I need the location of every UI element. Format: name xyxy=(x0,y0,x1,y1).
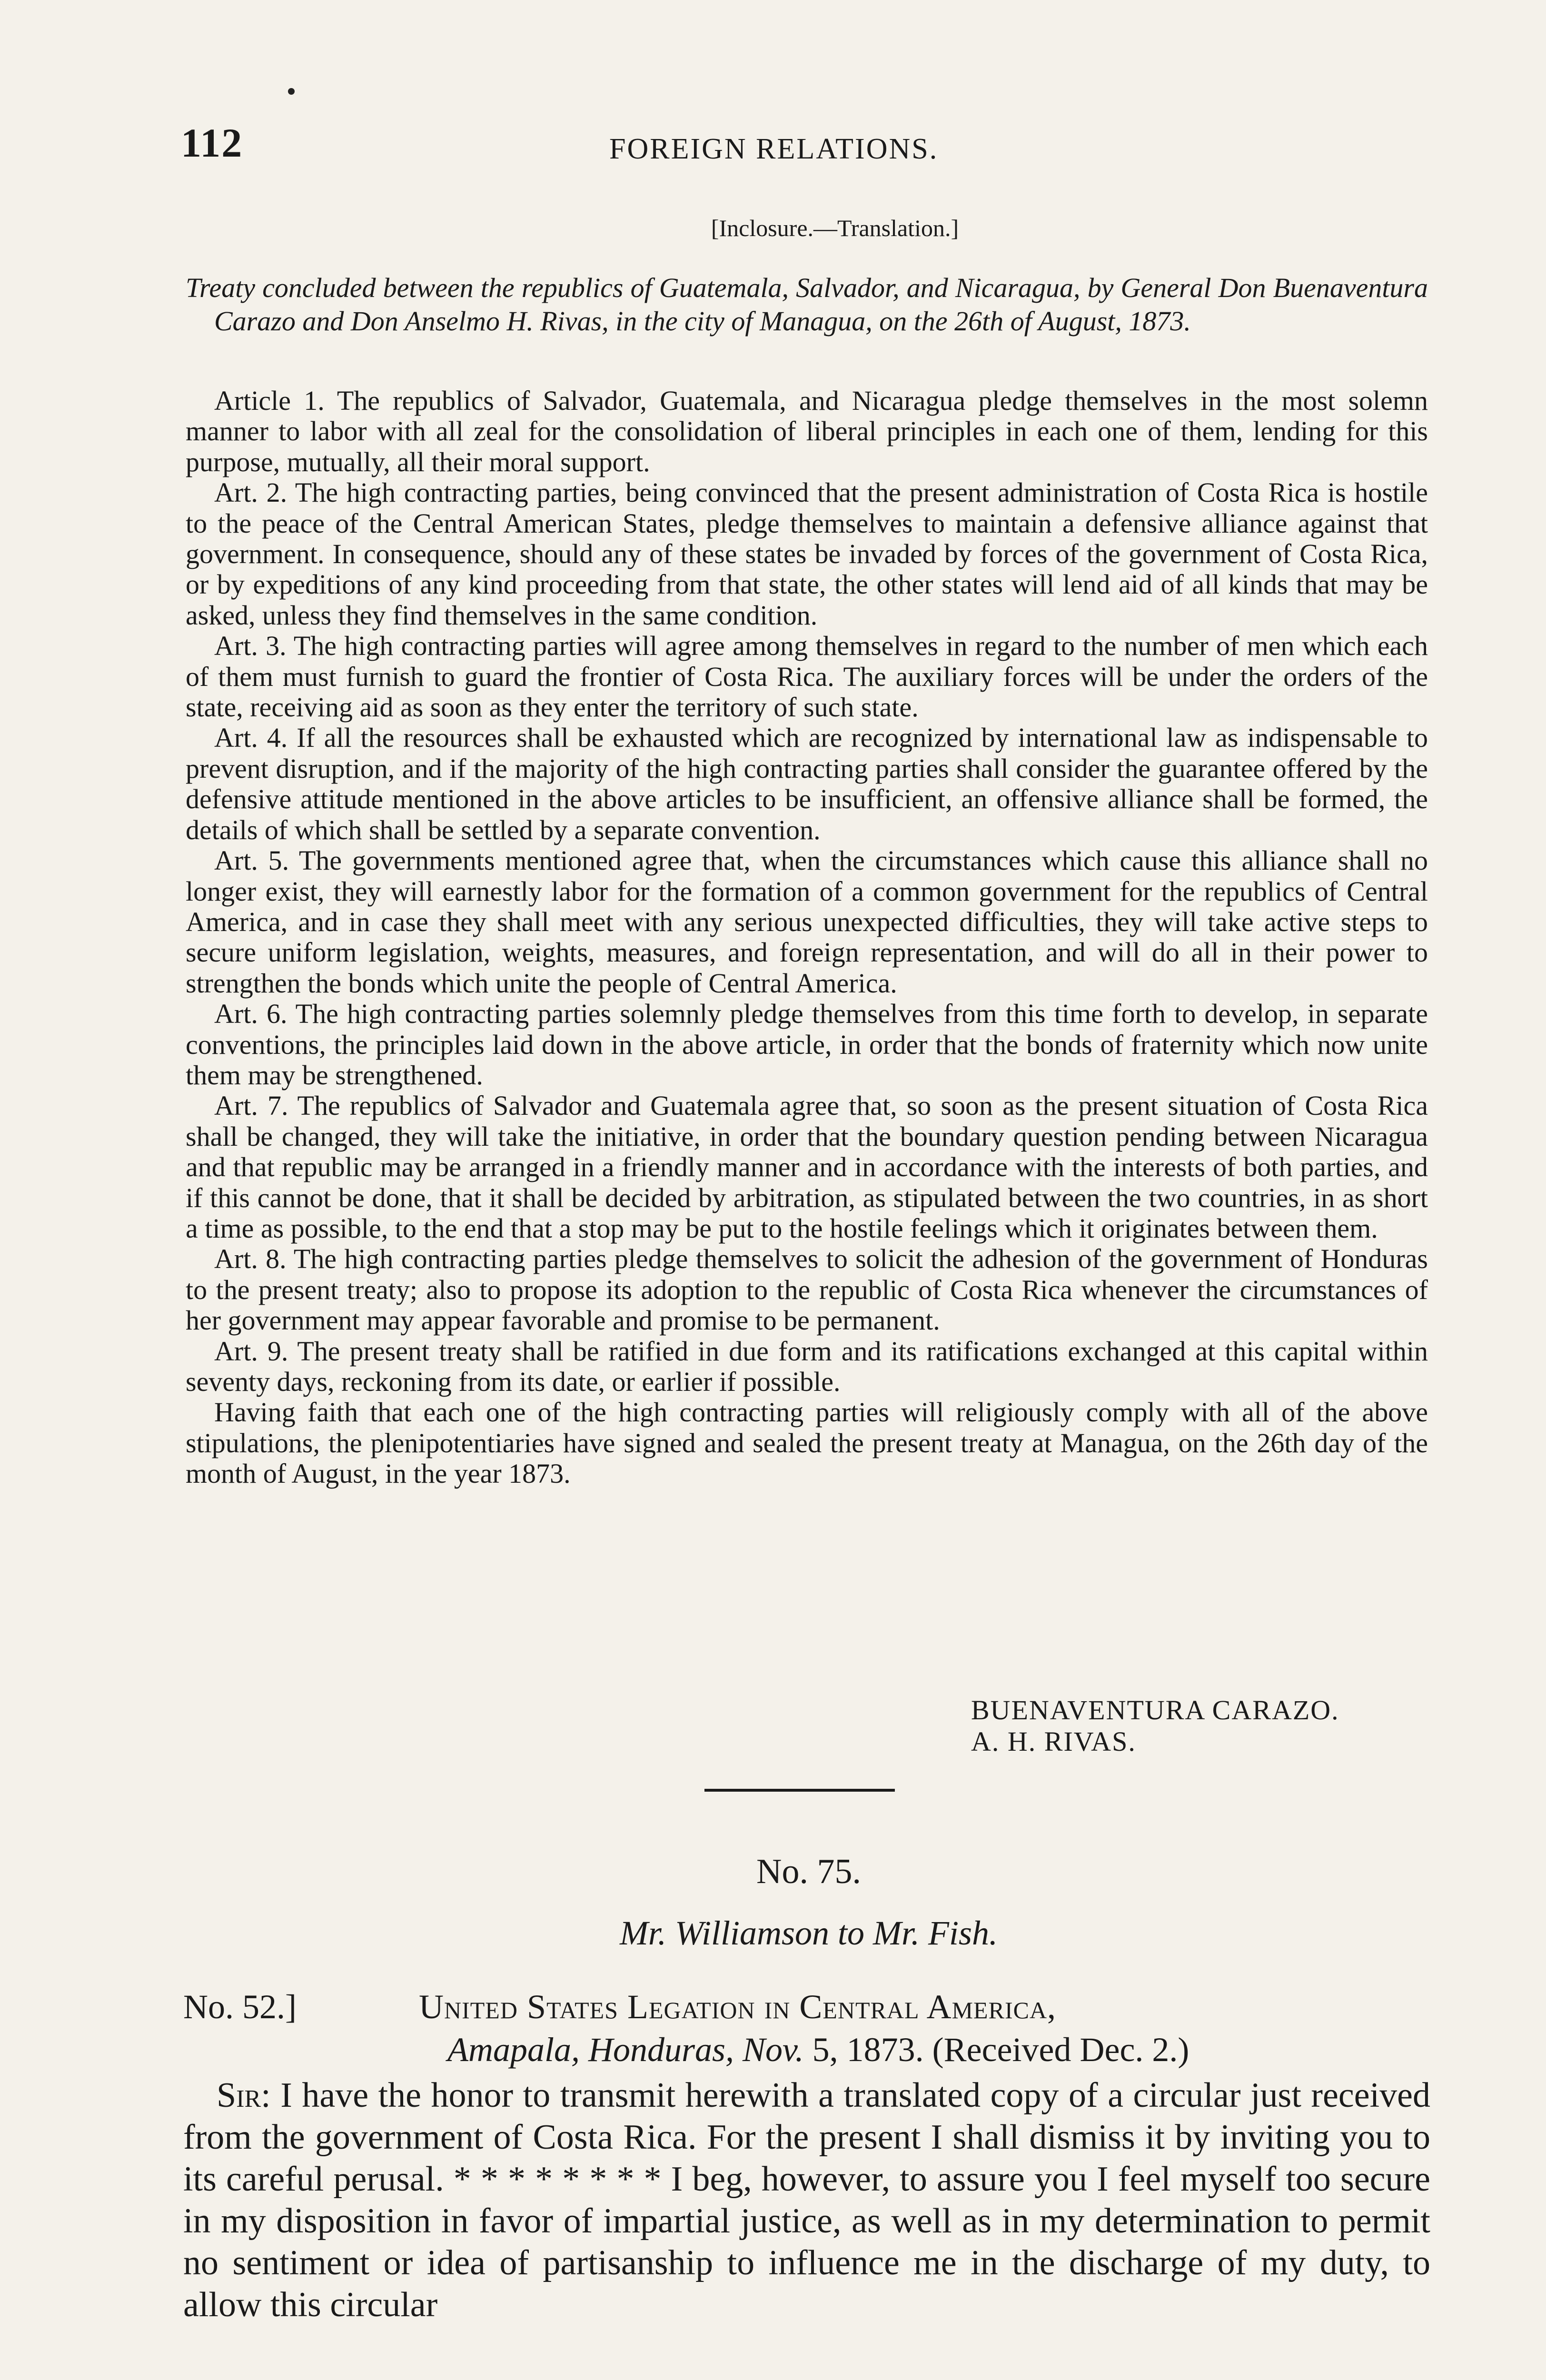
closing-paragraph: Having faith that each one of the high contracting parties will religiously comply with all of the above stipulations, the plenipotentiaries have signed and sealed the present treaty at Managua, on the 26th day of the month of August, in the year 1873. xyxy=(186,1397,1428,1489)
article-7: Art. 7. The republics of Salvador and Guatemala agree that, so soon as the present situation of Costa Rica shall be changed, they will take the initiative, in order that the boundary question pending between Nicaragua and that republic may be arranged in a friendly manner and in accordance with the interests of both parties, and if this cannot be done, that it shall be decided by arbitration, as stipulated between the two countries, in as short a time as possible, to the end that a stop may be put to the hostile feelings which it originates between them. xyxy=(186,1090,1428,1244)
inclosure-label: [Inclosure.—Translation.] xyxy=(711,215,959,241)
article-4: Art. 4. If all the resources shall be exhausted which are recognized by international law as indispensable to prevent disruption, and if the majority of the high contracting parties shall consider the guarantee offered by the defensive attitude mentioned in the above articles to be insufficient, an offensive alliance shall be formed, the details of which shall be settled by a separate convention. xyxy=(186,722,1428,845)
treaty-articles xyxy=(186,386,1428,1489)
letter-text: I have the honor to transmit herewith a translated copy of a circular just received from the government of Costa Rica. For the present I shall dismiss it by inviting you to its careful perusal. * * * * * * * * I beg, however, to assure you I feel myself too secure in my disposition in favor of impartial justice, as well as in my determination to permit no sentiment or idea of partisanship to influence me in the discharge of my duty, to allow this circular xyxy=(183,2076,1431,2324)
running-head: FOREIGN RELATIONS. xyxy=(609,133,939,165)
dateline xyxy=(447,2030,1189,2070)
signature-block xyxy=(971,1695,1339,1757)
letter-body xyxy=(183,2074,1430,2326)
article-6: Art. 6. The high contracting parties solemnly pledge themselves from this time forth to develop, in separate conventions, the principles laid down in the above article, in order that the bonds of fraternity which now unite them may be strengthened. xyxy=(186,998,1428,1091)
letter-paragraph xyxy=(183,2074,1430,2326)
article-5: Art. 5. The governments mentioned agree that, when the circumstances which cause this alliance shall no longer exist, they will earnestly labor for the formation of a common government for the republics of Central America, and in case they shall meet with any serious unexpected difficulties, they will take active steps to secure uniform legislation, weights, measures, and foreign representation, and will do all in their power to strengthen the bonds which unite the people of Central America. xyxy=(186,845,1428,999)
article-3: Art. 3. The high contracting parties will agree among themselves in regard to the number of men which each of them must furnish to guard the frontier of Costa Rica. The auxiliary forces will be under the orders of the state, receiving aid as soon as they enter the territory of such state. xyxy=(186,630,1428,723)
signatory-carazo: BUENAVENTURA CARAZO. xyxy=(971,1695,1339,1726)
section-divider xyxy=(704,1789,895,1792)
document-number: No. 75. xyxy=(756,1852,861,1891)
treaty-title-text: Treaty concluded between the republics of Guatemala, Salvador, and Nicaragua, by General Don Buenaventura Carazo and Don Anselmo H. Rivas, in the city of Managua, on the 26th of August, 1873. xyxy=(186,272,1428,337)
print-speck xyxy=(288,88,295,95)
salutation: Sir: xyxy=(217,2076,271,2115)
page-header xyxy=(181,119,1428,176)
document-heading: Mr. Williamson to Mr. Fish. xyxy=(619,1914,998,1952)
article-9: Art. 9. The present treaty shall be ratified in due form and its ratifications exchanged at this capital within seventy days, reckoning from its date, or earlier if possible. xyxy=(186,1335,1428,1397)
dateline-date: 5, 1873. (Received Dec. 2.) xyxy=(812,2031,1189,2069)
article-1: Article 1. The republics of Salvador, Guatemala, and Nicaragua pledge themselves in the most solemn manner to labor with all zeal for the consolidation of liberal principles in each one of them, lending for this purpose, mutually, all their moral support. xyxy=(186,385,1428,477)
signatory-rivas: A. H. RIVAS. xyxy=(971,1726,1136,1757)
page-number: 112 xyxy=(181,120,243,166)
dispatch-number: No. 52.] xyxy=(183,1988,297,2026)
article-8: Art. 8. The high contracting parties pledge themselves to solicit the adhesion of the government of Honduras to the present treaty; also to propose its adoption to the republic of Costa Rica whenever the circumstances of her government may appear favorable and promise to be permanent. xyxy=(186,1243,1428,1336)
legation-line: United States Legation in Central America, xyxy=(419,1988,1057,2026)
treaty-title xyxy=(186,271,1428,338)
dateline-place: Amapala, Honduras, Nov. xyxy=(447,2031,804,2069)
article-2: Art. 2. The high contracting parties, being convinced that the present administration of Costa Rica is hostile to the peace of the Central American States, pledge themselves to maintain a defensive alliance against that government. In consequence, should any of these states be invaded by forces of the government of Costa Rica, or by expeditions of any kind proceeding from that state, the other states will lend aid of all kinds that may be asked, unless they find themselves in the same condition. xyxy=(186,477,1428,631)
